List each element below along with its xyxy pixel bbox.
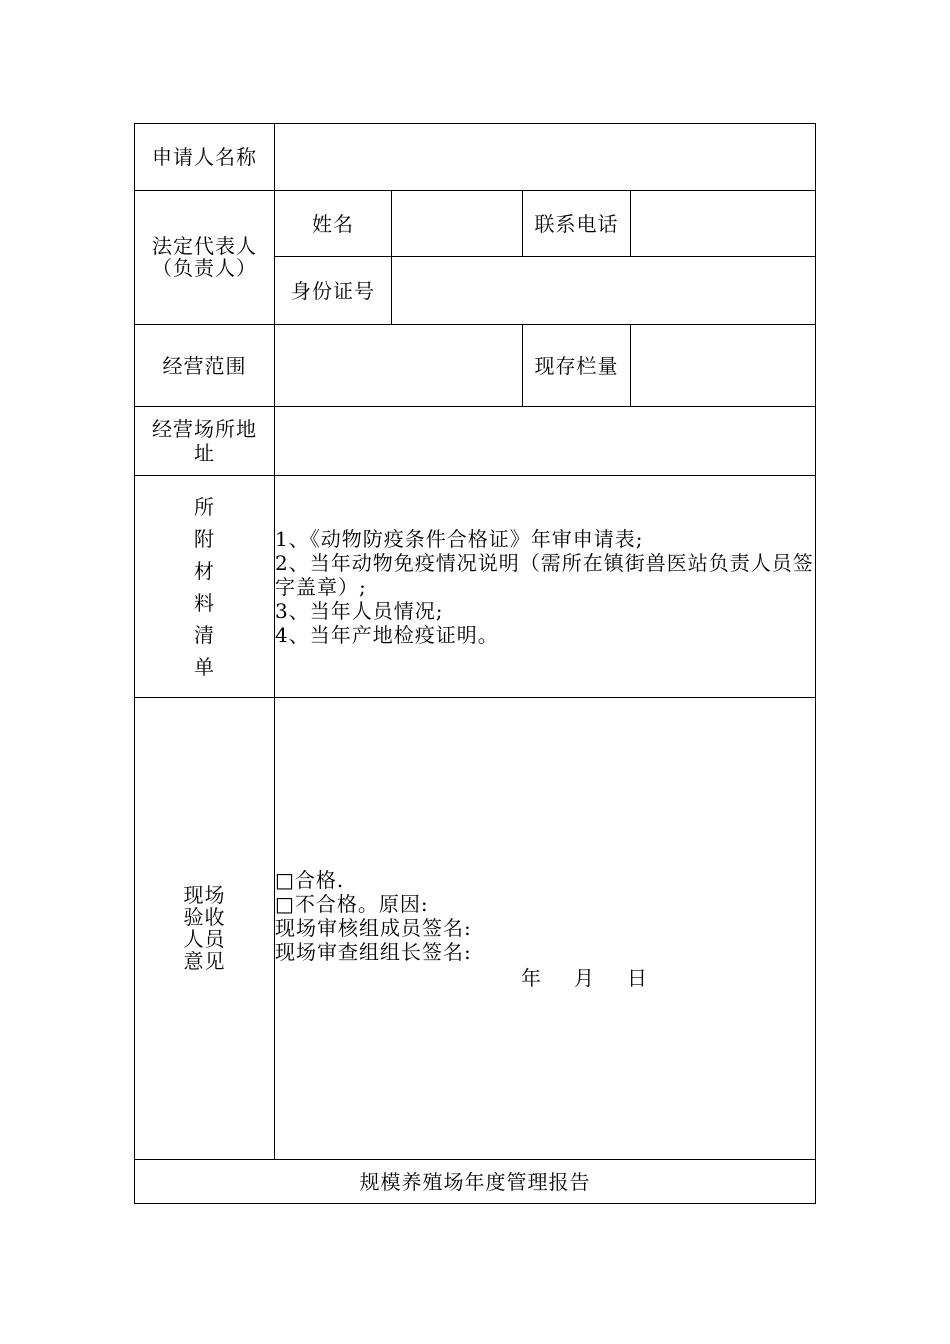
materials-label-char: 清 xyxy=(194,622,215,647)
materials-label-char: 料 xyxy=(194,590,215,615)
date-line xyxy=(275,966,815,990)
scope-field[interactable] xyxy=(275,325,523,407)
name-label: 姓名 xyxy=(275,191,392,257)
legal-rep-row-1 xyxy=(135,191,816,257)
stock-field[interactable] xyxy=(631,325,816,407)
opinion-label-line: 验收 xyxy=(183,905,226,929)
phone-label: 联系电话 xyxy=(523,191,631,257)
footer-row xyxy=(135,1160,816,1204)
address-field[interactable] xyxy=(275,407,816,476)
opinion-label-cell xyxy=(135,698,275,1160)
opinion-label-line: 人员 xyxy=(183,927,226,951)
address-label-cell xyxy=(135,407,275,476)
materials-label-char: 材 xyxy=(194,558,215,583)
materials-label-char: 附 xyxy=(194,526,215,551)
applicant-name-label: 申请人名称 xyxy=(135,124,275,191)
application-form xyxy=(134,123,816,1204)
id-label: 身份证号 xyxy=(275,257,392,325)
opinion-row xyxy=(135,698,816,1160)
qualified-checkbox[interactable]: □合格. xyxy=(275,867,345,892)
address-row xyxy=(135,407,816,476)
materials-item: 3、当年人员情况; xyxy=(275,598,444,623)
scope-row xyxy=(135,325,816,407)
opinion-label-line: 意见 xyxy=(183,949,226,973)
materials-item: 2、当年动物免疫情况说明（需所在镇街兽医站负责人员签字盖章）; xyxy=(275,550,814,599)
legal-rep-label-line1: 法定代表人 xyxy=(152,234,257,258)
materials-row xyxy=(135,476,816,698)
name-field[interactable] xyxy=(392,191,523,257)
applicant-row xyxy=(135,124,816,191)
scope-label: 经营范围 xyxy=(135,325,275,407)
materials-label-char: 单 xyxy=(194,654,215,679)
date-day: 日 xyxy=(627,965,648,990)
form-footer-title: 规模养殖场年度管理报告 xyxy=(135,1160,816,1204)
address-label: 经营场所地址 xyxy=(152,417,257,465)
materials-item: 1、《动物防疫条件合格证》年审申请表; xyxy=(275,526,644,551)
date-month: 月 xyxy=(574,965,595,990)
stock-label: 现存栏量 xyxy=(523,325,631,407)
opinion-label-line: 现场 xyxy=(183,883,226,907)
legal-rep-label xyxy=(135,191,275,325)
leader-signature-line: 现场审查组组长签名: xyxy=(275,939,472,964)
legal-rep-label-line2: （负责人） xyxy=(152,256,257,280)
date-year: 年 xyxy=(521,965,542,990)
id-field[interactable] xyxy=(392,257,816,325)
unqualified-checkbox[interactable]: □不合格。原因: xyxy=(275,891,429,916)
opinion-label xyxy=(184,884,226,972)
legal-rep-label-stack xyxy=(152,235,257,279)
materials-label-cell xyxy=(135,476,275,698)
opinion-content xyxy=(275,698,816,1160)
applicant-name-field[interactable] xyxy=(275,124,816,191)
member-signature-line: 现场审核组成员签名: xyxy=(275,915,472,940)
materials-item: 4、当年产地检疫证明。 xyxy=(275,622,499,647)
materials-label xyxy=(194,491,215,683)
materials-list xyxy=(275,476,816,698)
phone-field[interactable] xyxy=(631,191,816,257)
materials-label-char: 所 xyxy=(194,494,215,519)
